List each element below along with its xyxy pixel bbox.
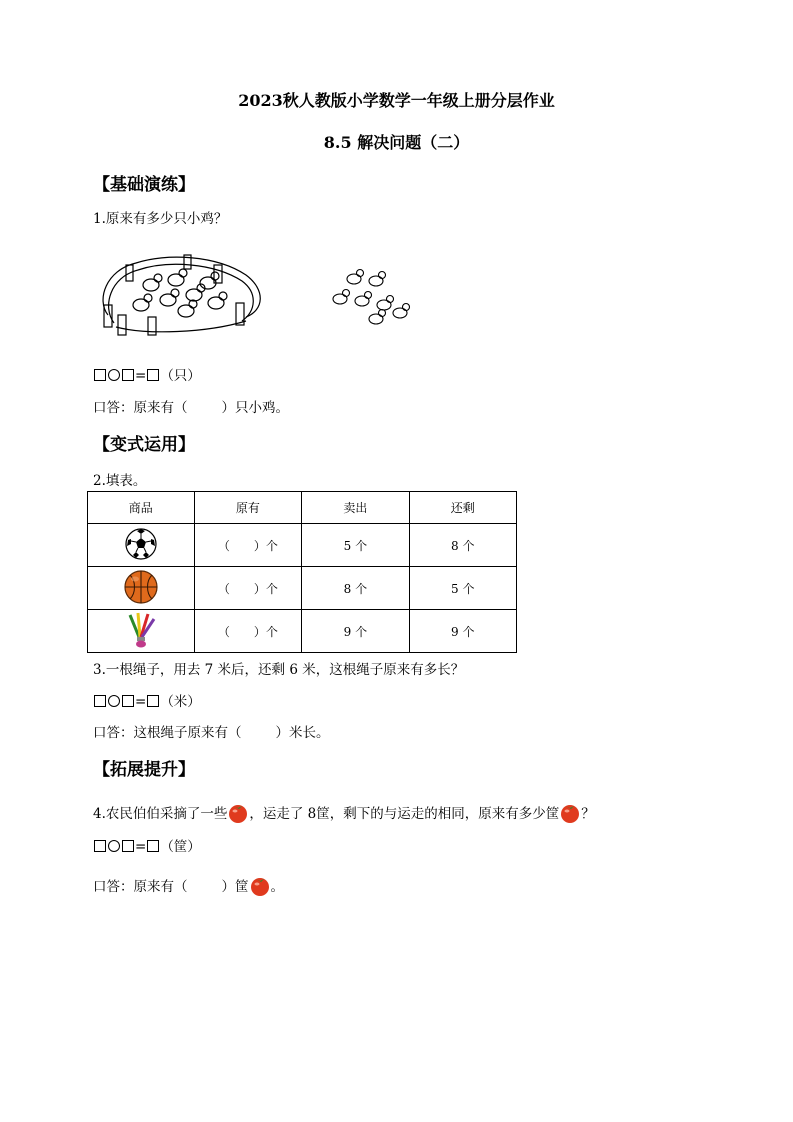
question-3-equation: = （米）	[93, 690, 201, 710]
left-cell: 9 个	[409, 610, 516, 653]
left-cell: 5 个	[409, 567, 516, 610]
blank-box[interactable]	[94, 695, 106, 707]
item-cell	[88, 524, 195, 567]
blank-box[interactable]	[94, 840, 106, 852]
question-2-prompt: 2.填表。	[93, 473, 147, 489]
blank-box[interactable]	[147, 369, 159, 381]
section-heading-variation: 【变式运用】	[93, 435, 195, 455]
section-heading-basic: 【基础演练】	[93, 175, 195, 195]
document-subtitle: 8.5 解决问题（二）	[323, 133, 470, 152]
answer-text: 口答：这根绳子原来有（	[93, 725, 242, 741]
question-4-prompt	[93, 801, 595, 823]
equation-unit: （只）	[160, 368, 201, 384]
question-text: ，运走了 8筐，剩下的与运走的相同，原来有多少筐	[249, 806, 560, 822]
question-4-equation: = （筐）	[93, 835, 201, 855]
blank-box[interactable]	[122, 369, 134, 381]
equation-unit: （筐）	[160, 839, 201, 855]
table-header: 原有	[194, 492, 302, 524]
tomato-icon	[249, 874, 271, 896]
operator-circle[interactable]	[108, 840, 120, 852]
original-cell[interactable]: （ ）个	[194, 567, 302, 610]
sold-cell: 8 个	[302, 567, 409, 610]
answer-text: 。	[270, 879, 284, 895]
tomato-icon	[227, 801, 249, 823]
operator-circle[interactable]	[108, 695, 120, 707]
sold-cell: 5 个	[302, 524, 409, 567]
table-row	[88, 524, 517, 567]
item-cell	[88, 567, 195, 610]
blank-box[interactable]	[147, 840, 159, 852]
table-header-row	[88, 492, 517, 524]
original-cell[interactable]: （ ）个	[194, 610, 302, 653]
blank-box[interactable]	[122, 695, 134, 707]
question-1-prompt: 1.原来有多少只小鸡？	[93, 211, 228, 227]
answer-text: 口答：原来有（	[93, 879, 188, 895]
blank-box[interactable]	[94, 369, 106, 381]
question-1-answer	[93, 396, 289, 416]
goods-table	[87, 491, 517, 653]
answer-text: ）只小鸡。	[221, 400, 289, 416]
table-header: 还剩	[409, 492, 516, 524]
question-3-prompt: 3.一根绳子，用去 7 米后，还剩 6 米，这根绳子原来有多长？	[93, 662, 465, 678]
operator-circle[interactable]	[108, 369, 120, 381]
document-title: 2023秋人教版小学数学一年级上册分层作业	[238, 91, 555, 110]
answer-text: ）米长。	[275, 725, 330, 741]
left-cell: 8 个	[409, 524, 516, 567]
basketball-icon	[123, 569, 159, 605]
question-text: ？	[581, 806, 595, 822]
question-text: 4.农民伯伯采摘了一些	[93, 806, 228, 822]
blank-box[interactable]	[122, 840, 134, 852]
item-cell	[88, 610, 195, 653]
question-1-equation: = （只）	[93, 364, 201, 384]
section-heading-extension: 【拓展提升】	[93, 760, 195, 780]
answer-text: 口答：原来有（	[93, 400, 188, 416]
original-cell[interactable]: （ ）个	[194, 524, 302, 567]
table-header: 商品	[88, 492, 195, 524]
equation-unit: （米）	[160, 694, 201, 710]
question-3-answer	[93, 721, 330, 741]
table-row	[88, 610, 517, 653]
outside-chicks-illustration	[326, 265, 412, 327]
soccer-ball-icon	[124, 527, 158, 561]
blank-box[interactable]	[147, 695, 159, 707]
tomato-icon	[559, 801, 581, 823]
table-header: 卖出	[302, 492, 409, 524]
question-4-answer	[93, 874, 284, 896]
table-row	[88, 567, 517, 610]
shuttlecock-icon	[124, 611, 158, 649]
chick-pen-illustration	[96, 245, 271, 340]
sold-cell: 9 个	[302, 610, 409, 653]
answer-text: ）筐	[221, 879, 249, 895]
